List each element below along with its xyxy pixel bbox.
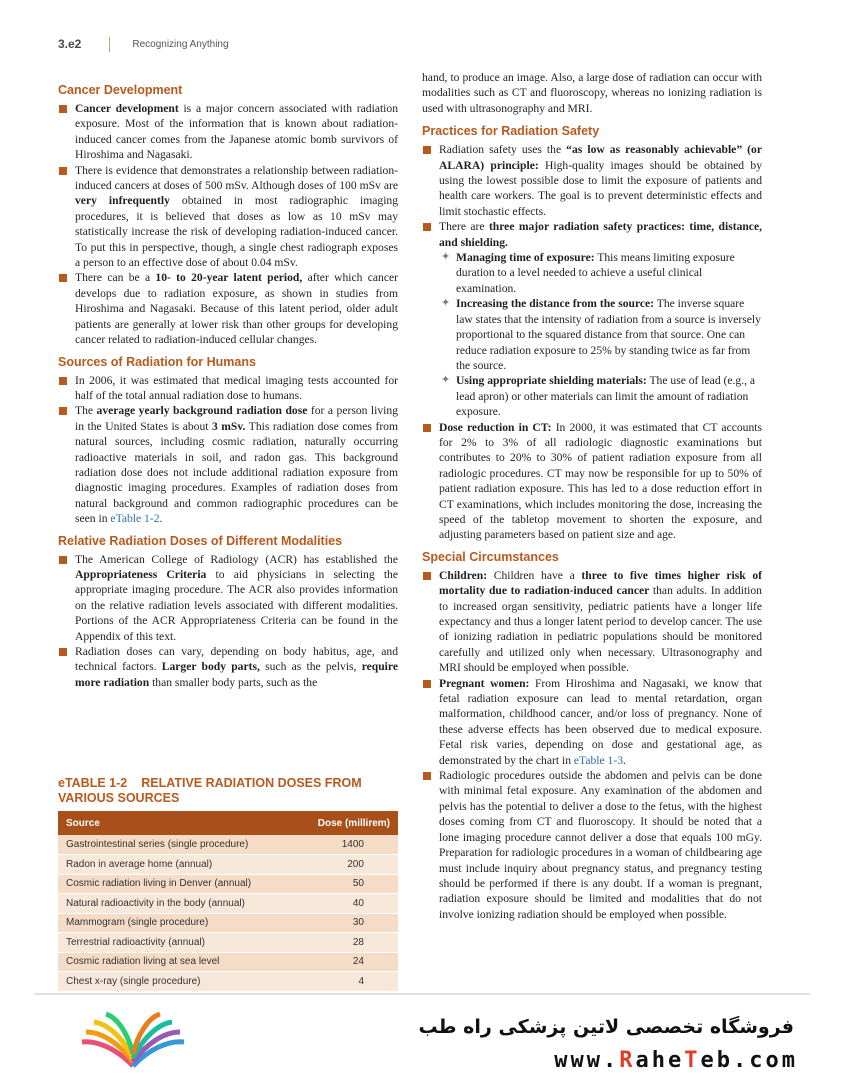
square-bullet-icon: [423, 223, 431, 231]
list-item: The American College of Radiology (ACR) has established the Appropriateness Criteria to aid physicians in selecting the appropriate imaging procedure. The ACR also provides information on the relative radiation levels associated with different modalities. Portions of the ACR Appropriateness Criteria can be found in the Appendix of this text.: [58, 552, 398, 644]
sub-list-item: ✦ Managing time of exposure: This means limiting exposure duration to a level needed to achieve a useful clinical examination.: [441, 251, 735, 295]
list-item: There are three major radiation safety practices: time, distance, and shielding. ✦ Managing time of exposure: This means limiting exposure duration to a level needed to achieve a useful clinical examination. ✦ Increasing the distance from the source: The inverse square law states that the intensity of radiation from a source is inversely proportional to the squared distance from that source. One can reduce radiation exposure to 25% by standing twice as far from the source. ✦ Using appropriate shielding materials: The use of lead (e.g., a lead apron) or other materials can limit the amount of radiation exposure.: [422, 219, 762, 419]
square-bullet-icon: [423, 572, 431, 580]
list-item: There can be a 10- to 20-year latent period, after which cancer develops due to radiation exposure, as shown in studies from Hiroshima and Nagasaki. Because of this latent period, older adult patients are generally at lower risk than other groups for developing cancer related to radiation-induced cellular changes.: [58, 270, 398, 347]
square-bullet-icon: [423, 424, 431, 432]
square-bullet-icon: [423, 146, 431, 154]
square-bullet-icon: [59, 377, 67, 385]
table-row: [58, 874, 398, 894]
list-item: There is evidence that demonstrates a relationship between radiation-induced cancers at doses of 500 mSv. Although doses of 100 mSv are very infrequently obtained in most radiographic imaging procedures, it is believed that doses as low as 10 mSv may statistically increase the risk of developing radiation-induced cancer. To put this in perspective, though, a single chest radiograph exposes a person to an effective dose of about 0.04 mSv.: [58, 163, 398, 271]
section-cancer-development: [58, 82, 398, 348]
table-row: [58, 972, 398, 992]
square-bullet-icon: [59, 407, 67, 415]
section-relative-doses: [58, 533, 398, 691]
table-row: [58, 913, 398, 933]
diamond-bullet-icon: ✦: [441, 251, 451, 264]
table-row: [58, 835, 398, 855]
section-radiation-safety: [422, 123, 762, 543]
cell-source: Terrestrial radioactivity (annual): [58, 933, 294, 953]
list-item: Radiation safety uses the “as low as reasonably achievable” (or ALARA) principle: High-quality images should be obtained by using the lowest possible dose to limit the exposure of patients and health care workers. The goal is to prevent deterministic effects and limit stochastic effects.: [422, 142, 762, 219]
table-row: [58, 952, 398, 972]
sub-list-item: ✦ Using appropriate shielding materials: The use of lead (e.g., a lead apron) or other materials can limit the amount of radiation exposure.: [441, 374, 756, 419]
section-sources: [58, 354, 398, 527]
page-number: 3.e2: [58, 37, 82, 51]
cell-dose: 200: [294, 855, 398, 875]
cell-dose: 28: [294, 933, 398, 953]
cell-dose: 24: [294, 952, 398, 972]
page-header: [58, 36, 229, 52]
table-caption: RELATIVE RADIATION DOSES FROM VARIOUS SOURCES: [58, 776, 362, 805]
table-row: [58, 894, 398, 914]
section-heading: Practices for Radiation Safety: [422, 124, 600, 139]
square-bullet-icon: [59, 556, 67, 564]
diamond-bullet-icon: ✦: [441, 297, 451, 310]
cell-source: Cosmic radiation living in Denver (annual): [58, 874, 294, 894]
section-heading: Sources of Radiation for Humans: [58, 354, 256, 369]
list-item: Children: Children have a three to five times higher risk of mortality due to radiation-induced cancer than adults. In addition to increased organ sensitivity, pediatric patients have a longer life expectancy and thus a longer latent period to develop cancer. The use of ionizing radiation in pediatric populations should be monitored carefully and utilized only when necessary. Ultrasonography and MRI should be employed when possible.: [422, 568, 762, 676]
sub-bullet-list: [439, 250, 762, 419]
list-item: Radiologic procedures outside the abdomen and pelvis can be done with minimal fetal exposure. Any examination of the abdomen and pelvis has the potential to deliver a dose to the fetus, with the highest doses coming from CT and fluoroscopy. It should be noted that a lone imaging procedure cannot deliver a dose that equals 100 mGy. Preparation for radiologic procedures in a woman of childbearing age must include inquiry about pregnancy status, and pregnancy testing should be performed if there is any doubt. If a woman is pregnant, radiation exposure should be limited and modalities that do not involve ionizing radiation should be employed when possible.: [422, 768, 762, 922]
cell-dose: 4: [294, 972, 398, 992]
table-label: eTABLE 1-2: [58, 776, 128, 790]
left-column: [58, 82, 398, 696]
square-bullet-icon: [59, 167, 67, 175]
section-special-circumstances: [422, 549, 762, 922]
store-url[interactable]: www.RaheTeb.com: [554, 1048, 798, 1073]
list-item: Pregnant women: From Hiroshima and Nagasaki, we know that fetal radiation exposure can lead to mental retardation, organ malformation, childhood cancer, and/or loss of pregnancy. None of these adverse effects has been observed due to medical exposure. Fetal risk varies, depending on dose and gestational age, as demonstrated by the chart in eTable 1-3.: [422, 676, 762, 768]
store-name: فروشگاه تخصصی لاتین پزشکی راه طب: [418, 1016, 794, 1038]
cell-source: Radon in average home (annual): [58, 855, 294, 875]
cell-source: Gastrointestinal series (single procedure): [58, 835, 294, 855]
column-header-source: Source: [58, 811, 294, 835]
column-header-dose: Dose (millirem): [294, 811, 398, 835]
square-bullet-icon: [423, 680, 431, 688]
table-title: [58, 776, 398, 806]
list-item: Dose reduction in CT: In 2000, it was estimated that CT accounts for 2% to 3% of all radiologic diagnostic examinations but contributes to 20% to 30% of patient radiation exposure from all radiologic procedures. CT may now be responsible for up to 50% of patient radiation exposure. This has led to a dose reduction effort in CT examinations, which includes monitoring the dose, increasing the speed of the tabletop movement to shorten the exposure, and adjusting parameters based on patient size and age.: [422, 420, 762, 543]
cell-source: Mammogram (single procedure): [58, 913, 294, 933]
header-divider: [109, 37, 110, 52]
section-heading: Relative Radiation Doses of Different Modalities: [58, 533, 343, 548]
etable-1-2: [58, 776, 398, 992]
square-bullet-icon: [59, 648, 67, 656]
list-item: The average yearly background radiation dose for a person living in the United States is about 3 mSv. This radiation dose comes from natural sources, including cosmic radiation, naturally occurring radioactive materials in soil, and radon gas. This background radiation dose does not include additional radiation exposure from diagnostic imaging procedures. Examples of radiation doses from natural background and common radiographic procedures can be seen in eTable 1-2.: [58, 403, 398, 526]
bullet-list: [58, 101, 398, 348]
cell-dose: 50: [294, 874, 398, 894]
table-row: [58, 855, 398, 875]
list-item: Cancer development is a major concern associated with radiation exposure. Most of the information that is known about radiation-induced cancer comes from the Japanese atomic bomb survivors of Hiroshima and Nagasaki.: [58, 101, 398, 163]
square-bullet-icon: [59, 274, 67, 282]
bullet-list: [422, 142, 762, 543]
cell-dose: 30: [294, 913, 398, 933]
table-row: [58, 933, 398, 953]
square-bullet-icon: [423, 772, 431, 780]
etable-1-2-link[interactable]: eTable 1-2: [110, 512, 160, 526]
list-item: Radiation doses can vary, depending on body habitus, age, and technical factors. Larger body parts, such as the pelvis, require more radiation than smaller body parts, such as the: [58, 644, 398, 690]
sub-list-item: ✦ Increasing the distance from the source: The inverse square law states that the intensity of radiation from a source is inversely proportional to the squared distance from that source. One can reduce radiation exposure to 25% by standing twice as far from the source.: [441, 297, 761, 372]
running-title: Recognizing Anything: [132, 38, 229, 50]
cell-dose: 40: [294, 894, 398, 914]
diamond-bullet-icon: ✦: [441, 374, 451, 387]
cell-dose: 1400: [294, 835, 398, 855]
right-column: [422, 70, 762, 928]
etable-1-3-link[interactable]: eTable 1-3: [573, 753, 623, 767]
section-heading: Special Circumstances: [422, 549, 559, 564]
bullet-list: [58, 373, 398, 527]
list-item: In 2006, it was estimated that medical imaging tests accounted for half of the total annual radiation dose to humans.: [58, 373, 398, 404]
bullet-list: [422, 568, 762, 922]
cell-source: Natural radioactivity in the body (annual): [58, 894, 294, 914]
cell-source: Chest x-ray (single procedure): [58, 972, 294, 992]
radiation-dose-table: [58, 811, 398, 992]
bullet-list: [58, 552, 398, 691]
section-heading: Cancer Development: [58, 83, 183, 97]
cell-source: Cosmic radiation living at sea level: [58, 952, 294, 972]
square-bullet-icon: [59, 105, 67, 113]
continued-paragraph: hand, to produce an image. Also, a large dose of radiation can occur with modalities such as CT and fluoroscopy, whereas no ionizing radiation is used with ultrasonography and MRI.: [422, 71, 762, 115]
open-book-logo-icon: [78, 1010, 188, 1072]
